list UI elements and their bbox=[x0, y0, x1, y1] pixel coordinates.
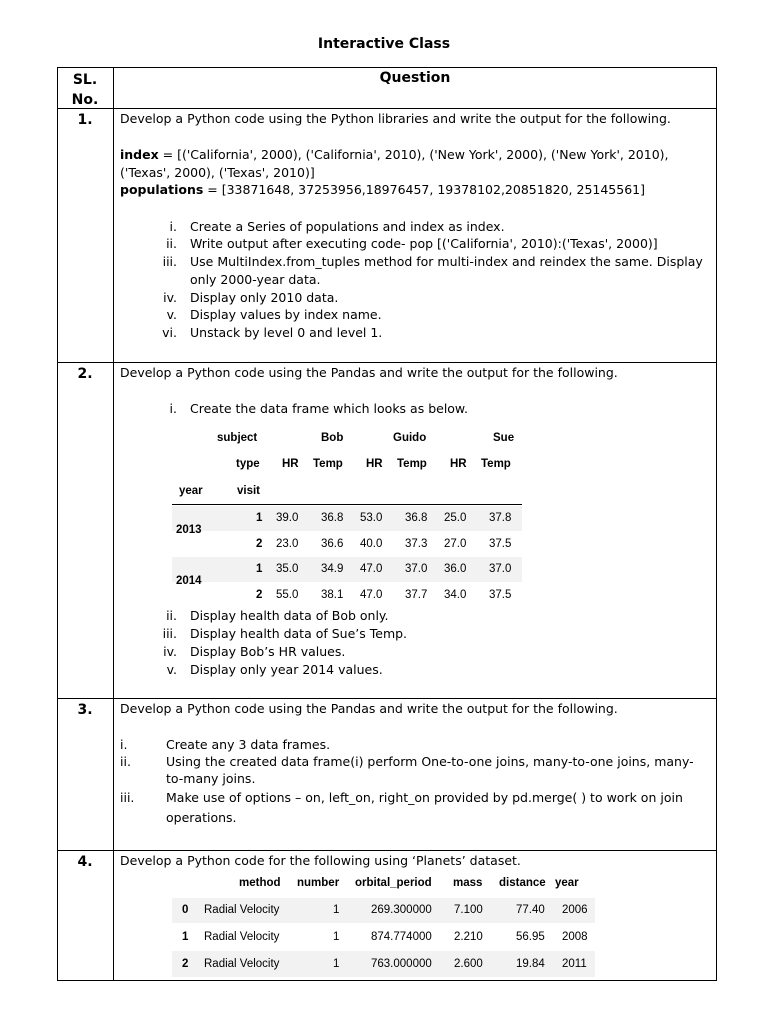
cell: 77.40 bbox=[516, 904, 545, 916]
cell: 34.0 bbox=[444, 589, 467, 601]
q2-item: Display Bob’s HR values. bbox=[190, 644, 346, 659]
cell: 23.0 bbox=[276, 538, 299, 550]
q1-item-number: iii. bbox=[162, 254, 177, 269]
col-type: Temp bbox=[397, 458, 427, 470]
col-name: Guido bbox=[393, 432, 427, 444]
q3-item-number: iii. bbox=[120, 790, 135, 805]
cell: 1 bbox=[333, 904, 340, 916]
cell: 269.300000 bbox=[371, 904, 432, 916]
q2-item: Display health data of Sue’s Temp. bbox=[190, 626, 408, 641]
q3-item: Make use of options – on, left_on, right_on provided by pd.merge( ) to work on join bbox=[166, 790, 683, 805]
col-header: orbital_period bbox=[355, 877, 432, 889]
row-divider bbox=[57, 362, 717, 363]
col-header: number bbox=[297, 877, 340, 889]
q2-item-number: ii. bbox=[166, 608, 177, 623]
q3-item-continued: operations. bbox=[166, 810, 237, 825]
cell: 27.0 bbox=[444, 538, 467, 550]
q2-item: Display health data of Bob only. bbox=[190, 608, 389, 623]
label-visit: visit bbox=[237, 485, 261, 497]
cell: 37.3 bbox=[405, 538, 428, 550]
col-type: HR bbox=[366, 458, 383, 470]
cell: 2.600 bbox=[454, 958, 483, 970]
cell: 19.84 bbox=[516, 958, 545, 970]
cell: 37.5 bbox=[489, 538, 512, 550]
document-title: Interactive Class bbox=[317, 36, 451, 52]
cell: 36.0 bbox=[444, 563, 467, 575]
cell: 35.0 bbox=[276, 563, 299, 575]
row-index: 0 bbox=[182, 904, 189, 916]
label-year: year bbox=[179, 485, 203, 497]
q3-item: Using the created data frame(i) perform One-to-one joins, many-to-one joins, many- bbox=[166, 754, 694, 769]
cell: 763.000000 bbox=[371, 958, 432, 970]
row-shade bbox=[172, 557, 522, 582]
column-divider bbox=[113, 67, 114, 981]
q2-intro: Develop a Python code using the Pandas and write the output for the following. bbox=[120, 365, 618, 380]
col-type: HR bbox=[282, 458, 299, 470]
q1-index-label: index bbox=[120, 147, 159, 162]
cell: 1 bbox=[333, 958, 340, 970]
row-divider bbox=[57, 108, 717, 109]
cell: 1 bbox=[333, 931, 340, 943]
q1-item: Create a Series of populations and index as index. bbox=[190, 219, 505, 234]
q4-number: 4. bbox=[77, 854, 93, 870]
cell: 2006 bbox=[562, 904, 588, 916]
row-shade bbox=[172, 506, 522, 531]
cell: 39.0 bbox=[276, 512, 299, 524]
q1-item-continued: only 2000-year data. bbox=[190, 272, 321, 287]
cell: 40.0 bbox=[360, 538, 383, 550]
header-sl-line2: No. bbox=[71, 92, 99, 108]
q3-item-number: i. bbox=[120, 737, 128, 752]
q4-intro: Develop a Python code for the following using ‘Planets’ dataset. bbox=[120, 853, 521, 868]
col-header: mass bbox=[453, 877, 483, 889]
col-name: Bob bbox=[321, 432, 344, 444]
q2-item: Display only year 2014 values. bbox=[190, 662, 383, 677]
q1-populations-line bbox=[120, 182, 645, 197]
q1-item-number: iv. bbox=[163, 290, 177, 305]
cell: 37.0 bbox=[489, 563, 512, 575]
cell: 34.9 bbox=[321, 563, 344, 575]
cell: 874.774000 bbox=[371, 931, 432, 943]
year-label: 2013 bbox=[176, 524, 202, 536]
header-sl-line1: SL. bbox=[72, 72, 98, 88]
col-header: method bbox=[239, 877, 281, 889]
cell: Radial Velocity bbox=[204, 958, 280, 970]
label-type: type bbox=[236, 458, 260, 470]
q3-item-continued: to-many joins. bbox=[166, 771, 256, 786]
q1-number: 1. bbox=[77, 112, 93, 128]
cell: 7.100 bbox=[454, 904, 483, 916]
q3-number: 3. bbox=[77, 702, 93, 718]
q3-item-number: ii. bbox=[120, 754, 131, 769]
cell: 37.5 bbox=[489, 589, 512, 601]
q2-item-number: iv. bbox=[163, 644, 177, 659]
q1-item-number: vi. bbox=[162, 325, 177, 340]
cell: 47.0 bbox=[360, 589, 383, 601]
q1-item: Display values by index name. bbox=[190, 307, 382, 322]
cell: 53.0 bbox=[360, 512, 383, 524]
q2-item-number: v. bbox=[166, 662, 177, 677]
col-header: distance bbox=[499, 877, 546, 889]
q1-populations-value: = [33871648, 37253956,18976457, 19378102,20851820, 25145561] bbox=[203, 182, 645, 197]
q3-item: Create any 3 data frames. bbox=[166, 737, 331, 752]
cell: 2008 bbox=[562, 931, 588, 943]
visit-value: 2 bbox=[256, 589, 263, 601]
q1-item: Unstack by level 0 and level 1. bbox=[190, 325, 383, 340]
q1-item-number: ii. bbox=[166, 236, 177, 251]
q1-index-line2: ('Texas', 2000), ('Texas', 2010)] bbox=[120, 165, 315, 180]
row-index: 2 bbox=[182, 958, 189, 970]
cell: 36.6 bbox=[321, 538, 344, 550]
cell: 55.0 bbox=[276, 589, 299, 601]
q1-item: Use MultiIndex.from_tuples method for multi-index and reindex the same. Display bbox=[190, 254, 703, 269]
cell: 56.95 bbox=[516, 931, 545, 943]
q1-item-number: v. bbox=[166, 307, 177, 322]
q1-item-number: i. bbox=[169, 219, 177, 234]
q2-item: Create the data frame which looks as below. bbox=[190, 401, 468, 416]
q1-populations-label: populations bbox=[120, 182, 204, 197]
q2-number: 2. bbox=[77, 366, 93, 382]
q1-index-line bbox=[120, 147, 669, 162]
col-header: year bbox=[555, 877, 579, 889]
header-sl-no bbox=[57, 70, 113, 110]
row-index: 1 bbox=[182, 931, 189, 943]
visit-value: 2 bbox=[256, 538, 263, 550]
cell: Radial Velocity bbox=[204, 904, 280, 916]
col-type: Temp bbox=[481, 458, 511, 470]
header-question: Question bbox=[379, 70, 451, 86]
cell: 36.8 bbox=[321, 512, 344, 524]
q3-intro: Develop a Python code using the Pandas and write the output for the following. bbox=[120, 701, 618, 716]
cell: Radial Velocity bbox=[204, 931, 280, 943]
visit-value: 1 bbox=[256, 512, 263, 524]
row-divider bbox=[57, 850, 717, 851]
col-type: HR bbox=[450, 458, 467, 470]
col-type: Temp bbox=[313, 458, 343, 470]
cell: 38.1 bbox=[321, 589, 344, 601]
cell: 36.8 bbox=[405, 512, 428, 524]
label-subject: subject bbox=[217, 432, 258, 444]
dataframe-header-rule bbox=[172, 504, 522, 505]
q1-item: Write output after executing code- pop [('California', 2010):('Texas', 2000)] bbox=[190, 236, 658, 251]
cell: 25.0 bbox=[444, 512, 467, 524]
cell: 37.7 bbox=[405, 589, 428, 601]
q1-intro: Develop a Python code using the Python libraries and write the output for the following. bbox=[120, 111, 671, 126]
row-divider bbox=[57, 698, 717, 699]
q1-index-value: = [('California', 2000), ('California', 2010), ('New York', 2000), ('New York', 2010), bbox=[158, 147, 669, 162]
year-label: 2014 bbox=[176, 575, 202, 587]
visit-value: 1 bbox=[256, 563, 263, 575]
q2-item-number: i. bbox=[169, 401, 177, 416]
cell: 37.8 bbox=[489, 512, 512, 524]
cell: 47.0 bbox=[360, 563, 383, 575]
col-name: Sue bbox=[493, 432, 515, 444]
cell: 2.210 bbox=[454, 931, 483, 943]
cell: 2011 bbox=[562, 958, 587, 970]
cell: 37.0 bbox=[405, 563, 428, 575]
q2-item-number: iii. bbox=[162, 626, 177, 641]
q1-item: Display only 2010 data. bbox=[190, 290, 339, 305]
